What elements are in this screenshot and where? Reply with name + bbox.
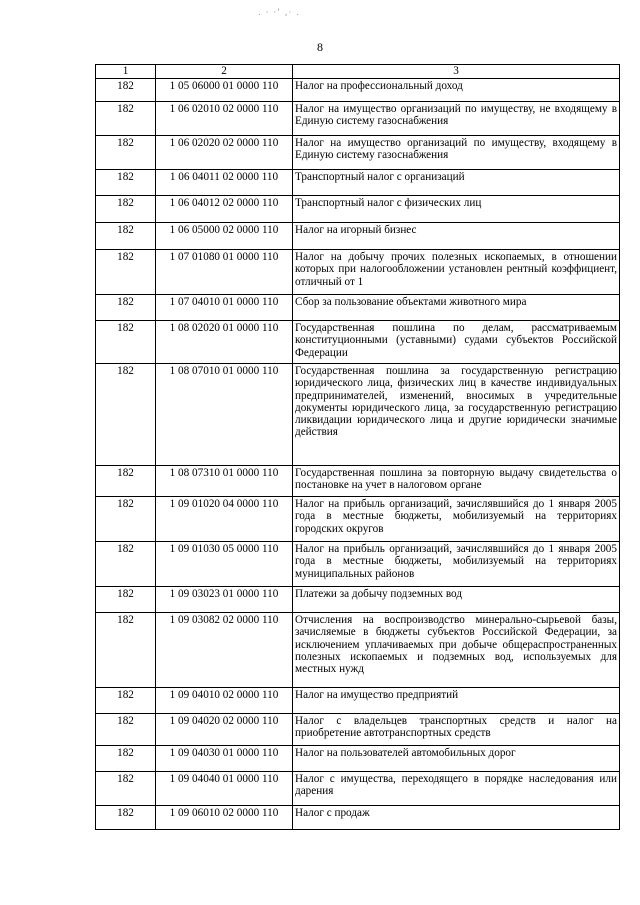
income-name-cell: Налог на игорный бизнес [293,223,620,250]
table-row [96,295,620,321]
income-name-cell: Налог на прибыль организаций, зачислявшийся до 1 января 2005 года в местные бюджеты, мобилизуемый на территориях муниципальных районов [293,542,620,587]
income-name-cell: Налог на имущество организаций по имуществу, не входящему в Единую систему газоснабжения [293,102,620,136]
income-name-cell: Налог на имущество организаций по имуществу, входящему в Единую систему газоснабжения [293,136,620,170]
budget-code-cell: 1 06 02020 02 0000 110 [156,136,293,170]
column-header-1: 1 [96,65,156,79]
income-name-cell: Сбор за пользование объектами животного мира [293,295,620,321]
admin-code-cell: 182 [96,806,156,830]
admin-code-cell: 182 [96,250,156,295]
admin-code-cell: 182 [96,746,156,772]
table-row [96,746,620,772]
admin-code-cell: 182 [96,613,156,688]
income-name-cell: Налог с имущества, переходящего в порядке наследования или дарения [293,772,620,806]
income-name-cell: Отчисления на воспроизводство минерально-сырьевой базы, зачисляемые в бюджеты субъектов Российской Федерации, за исключением уплачиваемых при добыче общераспространенных полезных ископаемых и подземных вод, используемых для местных нужд [293,613,620,688]
page-number: 8 [317,40,323,54]
table-row [96,321,620,364]
income-name-cell: Государственная пошлина по делам, рассматриваемым конституционными (уставными) судами субъектов Российской Федерации [293,321,620,364]
table-row [96,196,620,223]
table-row [96,714,620,746]
income-name-cell: Налог с владельцев транспортных средств и налог на приобретение автотранспортных средств [293,714,620,746]
budget-code-cell: 1 05 06000 01 0000 110 [156,79,293,102]
column-header-2: 2 [156,65,293,79]
budget-code-cell: 1 07 01080 01 0000 110 [156,250,293,295]
budget-code-cell: 1 09 06010 02 0000 110 [156,806,293,830]
table-row [96,772,620,806]
admin-code-cell: 182 [96,79,156,102]
admin-code-cell: 182 [96,136,156,170]
budget-code-cell: 1 09 04030 01 0000 110 [156,746,293,772]
table-row [96,364,620,466]
budget-code-cell: 1 08 07310 01 0000 110 [156,466,293,497]
table-row [96,79,620,102]
table-row [96,806,620,830]
table-row [96,497,620,542]
scan-mark: . · ·' ,· . [258,8,301,18]
admin-code-cell: 182 [96,772,156,806]
admin-code-cell: 182 [96,321,156,364]
income-name-cell: Государственная пошлина за повторную выдачу свидетельства о постановке на учет в налоговом органе [293,466,620,497]
income-name-cell: Налог на прибыль организаций, зачислявшийся до 1 января 2005 года в местные бюджеты, мобилизуемый на территориях городских округов [293,497,620,542]
table-row [96,688,620,714]
admin-code-cell: 182 [96,714,156,746]
budget-code-cell: 1 08 07010 01 0000 110 [156,364,293,466]
admin-code-cell: 182 [96,587,156,613]
income-name-cell: Налог на добычу прочих полезных ископаемых, в отношении которых при налогообложении установлен рентный коэффициент, отличный от 1 [293,250,620,295]
income-name-cell: Налог на пользователей автомобильных дорог [293,746,620,772]
budget-code-cell: 1 08 02020 01 0000 110 [156,321,293,364]
admin-code-cell: 182 [96,364,156,466]
income-name-cell: Налог на профессиональный доход [293,79,620,102]
table-row [96,542,620,587]
table-row [96,587,620,613]
budget-code-cell: 1 09 04010 02 0000 110 [156,688,293,714]
table-row [96,170,620,196]
admin-code-cell: 182 [96,170,156,196]
budget-code-cell: 1 06 02010 02 0000 110 [156,102,293,136]
table-row [96,223,620,250]
table-row [96,136,620,170]
budget-code-cell: 1 09 03023 01 0000 110 [156,587,293,613]
admin-code-cell: 182 [96,688,156,714]
income-name-cell: Государственная пошлина за государственную регистрацию юридического лица, физических лиц в качестве индивидуальных предпринимателей, изменений, вносимых в учредительные документы юридического лица, за государственную регистрацию ликвидации юридического лица и другие юридически значимые действия [293,364,620,466]
table-row [96,466,620,497]
admin-code-cell: 182 [96,223,156,250]
table-row [96,613,620,688]
income-name-cell: Налог с продаж [293,806,620,830]
budget-codes-table [95,64,620,830]
admin-code-cell: 182 [96,102,156,136]
budget-code-cell: 1 06 05000 02 0000 110 [156,223,293,250]
budget-code-cell: 1 09 01030 05 0000 110 [156,542,293,587]
admin-code-cell: 182 [96,542,156,587]
admin-code-cell: 182 [96,196,156,223]
header-row [96,65,620,79]
admin-code-cell: 182 [96,295,156,321]
budget-code-cell: 1 07 04010 01 0000 110 [156,295,293,321]
budget-code-cell: 1 06 04011 02 0000 110 [156,170,293,196]
budget-code-cell: 1 09 01020 04 0000 110 [156,497,293,542]
income-name-cell: Транспортный налог с организаций [293,170,620,196]
admin-code-cell: 182 [96,466,156,497]
income-name-cell: Платежи за добычу подземных вод [293,587,620,613]
admin-code-cell: 182 [96,497,156,542]
table-row [96,102,620,136]
income-name-cell: Налог на имущество предприятий [293,688,620,714]
income-name-cell: Транспортный налог с физических лиц [293,196,620,223]
column-header-3: 3 [293,65,620,79]
budget-code-cell: 1 06 04012 02 0000 110 [156,196,293,223]
budget-code-cell: 1 09 04040 01 0000 110 [156,772,293,806]
budget-code-cell: 1 09 04020 02 0000 110 [156,714,293,746]
table-row [96,250,620,295]
budget-code-cell: 1 09 03082 02 0000 110 [156,613,293,688]
